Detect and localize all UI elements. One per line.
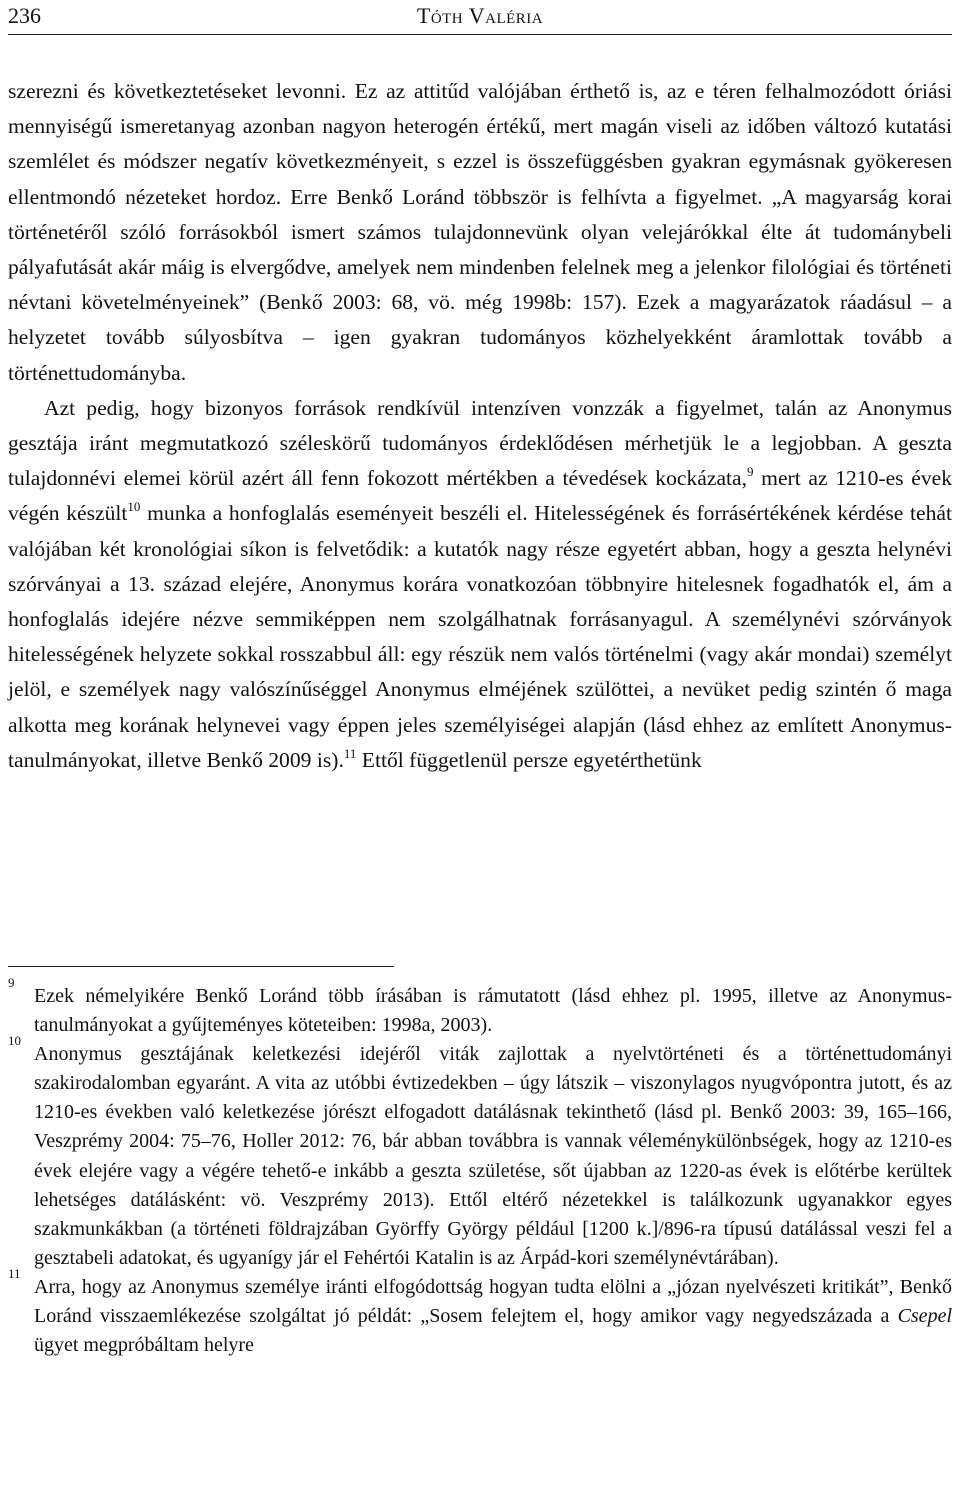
paragraph-2 bbox=[8, 391, 952, 778]
footnote-text: Anonymus gesztájának keletkezési idejéről viták zajlottak a nyelvtörténeti és a történettudományi szakirodalomban egyaránt. A vita az utóbbi évtizedekben – úgy látszik – viszonylagos nyugvópontra jutott, és az 1210-es években való keletkezése jórészt elfogadott datálásnak tekinthető (lásd pl. Benkő 2003: 39, 165–166, Veszprémy 2004: 75–76, Holler 2012: 76, bár abban továbbra is vannak véleménykülönbségek, hogy az 1210-es évek elejére vagy a végére tehető-e inkább a geszta születése, sőt újabban az 1220-as évek is előtérbe kerültek lehetséges datálásként: vö. Veszprémy 2013). Ettől eltérő nézetekkel is találkozunk ugyanakkor egyes szakmunkákban (a történeti földrajzában Györffy György például [1200 k.]/896-ra típusú datálással veszi fel a gesztabeli adatokat, és ugyanígy jár el Fehértói Katalin is az Árpád-kori személynévtárában). bbox=[34, 1043, 952, 1269]
paragraph-2-part-d: Ettől függetlenül persze egyetérthetünk bbox=[356, 747, 702, 772]
footnotes bbox=[8, 975, 952, 1360]
main-text bbox=[8, 74, 952, 778]
paragraph-1: szerezni és következtetéseket levonni. Ez az attitűd valójában érthető is, az e téren felhalmozódott óriási mennyiségű ismeretanyag azonban nagyon heterogén értékű, mert magán viseli az időben változó kutatási szemlélet és módszer negatív következményeit, s ezzel is összefüggésben gyakran egymásnak gyökeresen ellentmondó nézeteket hordoz. Erre Benkő Loránd többször is felhívta a figyelmet. „A magyarság korai történetéről szóló forrásokból ismert számos tulajdonnevünk olyan velejárókkal élte át tudománybeli pályafutását akár máig is elvergődve, amelyek nem mindenben felelnek meg a jelenkor filológiai és történeti névtani követelményeinek” (Benkő 2003: 68, vö. még 1998b: 157). Ezek a magyarázatok ráadásul – a helyzetet tovább súlyosbítva – igen gyakran tudományos közhelyekként áramlottak tovább a történettudományba. bbox=[8, 79, 952, 385]
footnote-10 bbox=[8, 1033, 952, 1273]
footnote-divider bbox=[8, 966, 394, 967]
footnote-ref-10[interactable]: 10 bbox=[127, 499, 141, 515]
footnote-9 bbox=[8, 975, 952, 1040]
paragraph-2-part-a: Azt pedig, hogy bizonyos források rendkívül intenzíven vonzzák a figyelmet, talán az Anonymus gesztája iránt megmutatkozó széleskörű tudományos érdeklődésen mérhetjük le a legjobban. A geszta tulajdonnévi elemei körül azért áll fenn fokozott mértékben a tévedések kockázata, bbox=[8, 395, 952, 491]
footnote-text bbox=[34, 1273, 952, 1360]
page-number: 236 bbox=[8, 3, 41, 28]
footnote-italic-term: Csepel bbox=[897, 1305, 952, 1328]
footnote-text-part-a: Arra, hogy az Anonymus személye iránti elfogódottság hogyan tudta elölni a „józan nyelvészeti kritikát”, Benkő Loránd visszaemlékezése szolgáltat jó példát: „Sosem felejtem el, hogy amikor vagy negyedszázada a bbox=[34, 1275, 952, 1328]
footnote-number: 9 bbox=[8, 975, 15, 990]
footnote-number: 10 bbox=[8, 1033, 21, 1049]
footnote-ref-9[interactable]: 9 bbox=[747, 464, 754, 480]
paragraph-2-part-b: mert az 1210-es évek végén készült bbox=[8, 466, 952, 526]
running-head: Tóth Valéria bbox=[416, 3, 544, 28]
footnote-text: Ezek némelyikére Benkő Loránd több írásában is rámutatott (lásd ehhez pl. 1995, illetve az Anonymus-tanulmányokat a gyűjteményes köteteiben: 1998a, 2003). bbox=[34, 985, 952, 1037]
footnote-text-part-b: ügyet megpróbáltam helyre bbox=[34, 1334, 254, 1357]
footnote-ref-11[interactable]: 11 bbox=[343, 745, 357, 761]
footnote-11 bbox=[8, 1265, 952, 1360]
paragraph-2-part-c: munka a honfoglalás eseményeit beszéli el. Hitelességének és forrásértékének kérdése tehát valójában két kronológiai síkon is felvetődik: a kutatók nagy része egyetért abban, hogy a geszta helynévi szórványai a 13. század elejére, Anonymus korára vonatkozóan többnyire hitelesnek fogadhatók el, ám a honfoglalás idejére nézve semmiképpen nem szolgálhatnak forrásanyagul. A személynévi szórványok hitelességének helyzete sokkal rosszabbul áll: egy részük nem valós történelmi (vagy akár mondai) személyt jelöl, e személyek nagy valószínűséggel Anonymus elméjének szülöttei, a nevüket pedig szintén ő maga alkotta meg korának helynevei vagy éppen jeles személyiségei alapján (lásd ehhez az említett Anonymus-tanulmányokat, illetve Benkő 2009 is). bbox=[8, 501, 953, 772]
footnote-number: 11 bbox=[8, 1265, 21, 1281]
page-header bbox=[8, 0, 952, 35]
